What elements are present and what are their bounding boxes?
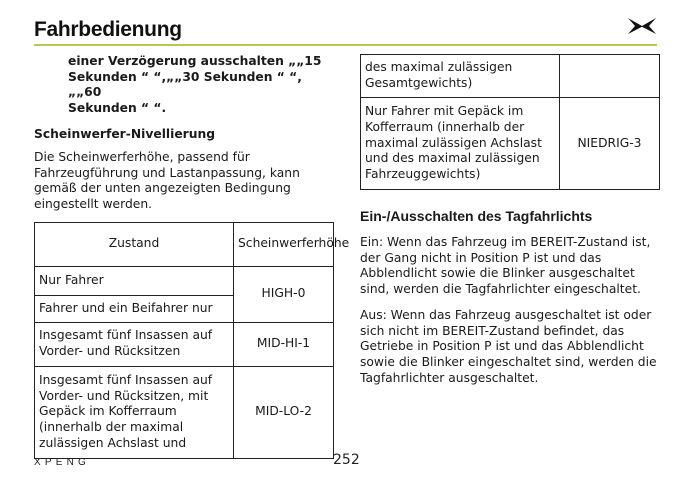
daytime-lights-on-text: Ein: Wenn das Fahrzeug im BEREIT-Zustand ist, der Gang nicht in Position P ist und das Abblendlicht sowie die Blinker ausgeschaltet sind, werden die Tagfahrlichter eingeschaltet. bbox=[360, 235, 651, 297]
condition-cell: Nur Fahrer bbox=[35, 266, 234, 295]
leveling-table bbox=[34, 222, 350, 459]
value-cell: NIEDRIG-3 bbox=[560, 98, 660, 190]
condition-cell: Nur Fahrer mit Gepäck im Kofferraum (innerhalb der maximal zulässigen Achslast und des maximal zulässigen Fahrzeuggewichts) bbox=[361, 98, 560, 190]
header-scheinwerferhoehe: Scheinwerferhöhe bbox=[234, 222, 334, 266]
section-title-daytime-lights: Ein-/Ausschalten des Tagfahrlichts bbox=[360, 208, 593, 224]
value-cell: MID-LO-2 bbox=[234, 366, 334, 458]
value-cell: HIGH-0 bbox=[234, 266, 334, 322]
table-header-row bbox=[35, 222, 334, 266]
right-column bbox=[360, 54, 660, 396]
page-number: 252 bbox=[333, 452, 360, 468]
leveling-table-continued bbox=[360, 54, 660, 190]
header-divider bbox=[34, 44, 657, 46]
page-title: Fahrbedienung bbox=[34, 18, 182, 41]
daytime-lights-off-text: Aus: Wenn das Fahrzeug ausgeschaltet ist oder sich nicht im BEREIT-Zustand befindet, das Getriebe in Position P ist und das Abblendlicht sowie die Blinker eingeschaltet sind, werden die Tagfahrlichter ausgeschaltet. bbox=[360, 307, 657, 385]
intro-line-2: Sekunden “ “,„„30 Sekunden “ “,„„60 bbox=[68, 69, 302, 100]
table-row bbox=[35, 266, 334, 295]
table-row bbox=[361, 98, 660, 190]
value-cell: MID-HI-1 bbox=[234, 322, 334, 366]
left-column bbox=[34, 54, 350, 459]
condition-cell: des maximal zulässigen Gesamtgewichts) bbox=[361, 55, 560, 98]
intro-line-1: einer Verzögerung ausschalten „„15 bbox=[68, 54, 322, 68]
table-row bbox=[35, 366, 334, 458]
subheading-headlight-leveling: Scheinwerfer-Nivellierung bbox=[34, 126, 216, 141]
leveling-description: Die Scheinwerferhöhe, passend für Fahrzeugführung und Lastanpassung, kann gemäß der unten angezeigten Bedingung eingestellt werden. bbox=[34, 149, 300, 211]
value-cell-empty bbox=[560, 55, 660, 98]
xpeng-logo-icon bbox=[627, 17, 657, 35]
table-row bbox=[361, 55, 660, 98]
condition-cell: Insgesamt fünf Insassen auf Vorder- und Rücksitzen, mit Gepäck im Kofferraum (innerhalb der maximal zulässigen Achslast und bbox=[35, 366, 234, 458]
condition-cell: Fahrer und ein Beifahrer nur bbox=[35, 295, 234, 322]
condition-cell: Insgesamt fünf Insassen auf Vorder- und Rücksitzen bbox=[35, 322, 234, 366]
table-row bbox=[35, 322, 334, 366]
intro-line-3: Sekunden “ “. bbox=[68, 101, 167, 116]
footer-brand-logo: XPENG bbox=[34, 457, 91, 468]
header-zustand: Zustand bbox=[35, 222, 234, 266]
